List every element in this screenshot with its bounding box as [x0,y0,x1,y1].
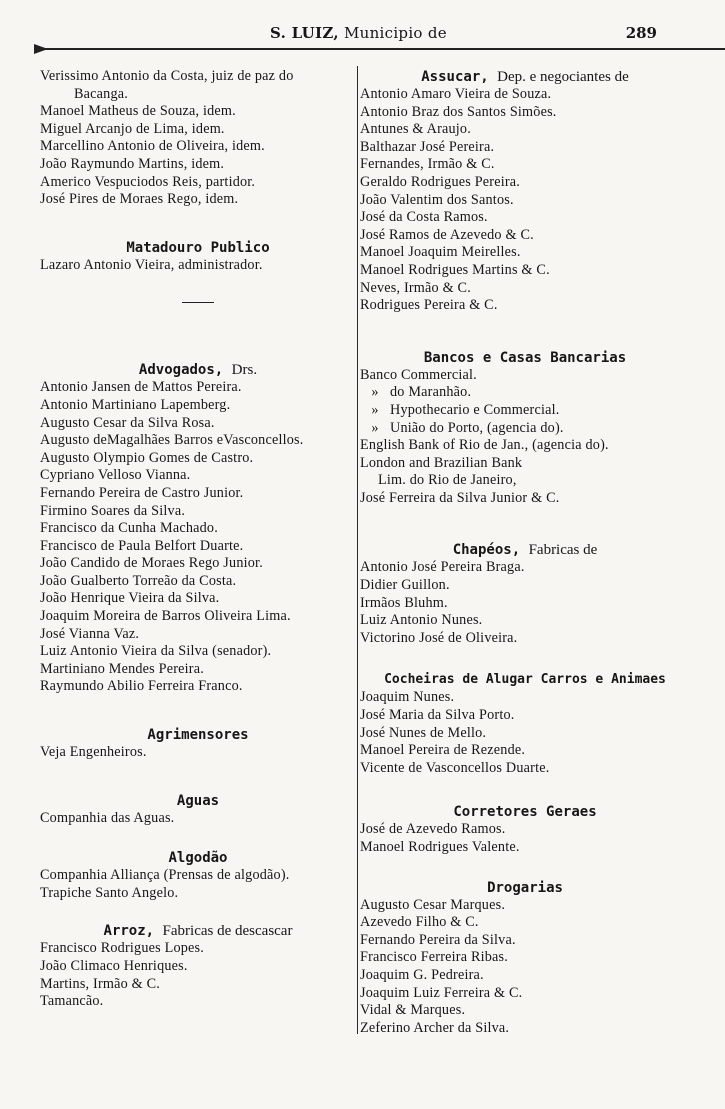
section-heading: Bancos e Casas Bancarias [423,349,627,366]
list-item: Companhia das Aguas. [40,809,175,826]
list-item: London and Brazilian Bank [360,454,523,471]
section-agrimensores [40,726,356,762]
list-item: Antonio Martiniano Lapemberg. [40,396,231,413]
section-heading [40,361,356,379]
list-item: José Pires de Moraes Rego, idem. [40,191,239,208]
section-drogarias [360,879,690,1038]
list-item: Azevedo Filho & C. [360,914,479,931]
list-item: Augusto Cesar da Silva Rosa. [40,414,215,431]
list-item: Vidal & Marques. [360,1002,466,1019]
ditto-mark: » [371,384,379,401]
list-item: Manoel Joaquim Meirelles. [360,244,521,261]
list-item: Manoel Rodrigues Martins & C. [360,261,550,278]
list-item: Miguel Arcanjo de Lima, idem. [40,120,225,137]
section-corretores [360,803,690,856]
list-item: João Valentim dos Santos. [360,191,514,208]
list-item: Joaquim Nunes. [360,689,455,706]
section-heading-rest: Fabricas de [528,542,598,559]
list-item: Joaquim Luiz Ferreira & C. [360,984,523,1001]
list-item: Tamancão. [40,993,104,1010]
list-item: Antonio Amaro Vieira de Souza. [360,86,552,102]
list-item: Martins, Irmão & C. [40,975,161,992]
list-item: Fernando Pereira da Silva. [360,931,516,948]
list-item: Lazaro Antonio Vieira, administrador. [40,256,263,273]
section-heading [360,541,690,559]
list-item: Didier Guillon. [360,577,450,594]
list-item: Lim. do Rio de Janeiro, [378,472,517,489]
section-heading-main: Assucar, [421,69,489,85]
section-bancos [360,349,690,508]
section-algodao [40,849,356,902]
list-item: João Climaco Henriques. [40,958,188,974]
list-item: Manoel Rodrigues Valente. [360,839,520,855]
section-heading [40,922,356,940]
section-heading: Matadouro Publico [126,239,270,256]
list-item-text: União do Porto, (agencia do). [390,419,564,436]
list-item: Marcellino Antonio de Oliveira, idem. [40,138,265,155]
list-item: Antonio Jansen de Mattos Pereira. [40,379,242,396]
right-column [360,68,690,1037]
list-item: João Henrique Vieira da Silva. [40,590,220,607]
section-heading: Drogarias [487,879,563,896]
list-item: Fernando Pereira de Castro Junior. [40,484,244,501]
section-juizes [40,68,356,209]
list-item: Antonio José Pereira Braga. [360,559,525,576]
ditto-mark: » [371,401,379,418]
list-item-text: Hypothecario e Commercial. [390,401,560,418]
header-city: S. LUIZ, [270,24,339,42]
header-rule [36,48,725,50]
list-item [360,402,690,420]
list-item: José Maria da Silva Porto. [360,707,515,724]
list-item: Trapiche Santo Angelo. [40,884,179,901]
list-item: Francisco de Paula Belfort Duarte. [40,537,244,554]
list-item: Luiz Antonio Vieira da Silva (senador). [40,643,272,660]
section-heading: Corretores Geraes [453,804,597,821]
list-item: Zeferino Archer da Silva. [360,1019,510,1036]
list-item: Francisco Rodrigues Lopes. [40,940,204,957]
list-item: Raymundo Abilio Ferreira Franco. [40,678,243,695]
section-assucar [360,68,690,315]
section-heading-rest: Dep. e negociantes de [497,69,629,85]
section-advogados [40,361,356,696]
list-item: Irmãos Bluhm. [360,594,448,611]
list-item: Companhia Alliança (Prensas de algodão). [40,867,290,884]
list-item: Firmino Soares da Silva. [40,502,186,519]
list-item: João Raymundo Martins, idem. [40,155,225,172]
list-item: Balthazar José Pereira. [360,138,495,155]
column-divider [357,66,358,1034]
list-item: Verissimo Antonio da Costa, juiz de paz do [40,68,294,84]
left-column [40,68,356,1011]
section-heading-main: Arroz, [103,923,155,940]
list-item: Veja Engenheiros. [40,744,147,761]
list-item: Augusto deMagalhães Barros eVasconcellos. [40,432,304,449]
list-item: João Candido de Moraes Rego Junior. [40,555,263,572]
section-heading-main: Chapéos, [452,542,521,559]
section-heading-rest: Drs. [231,362,258,379]
list-item: Americo Vespuciodos Reis, partidor. [40,173,256,190]
list-item: José Vianna Vaz. [40,625,140,642]
list-item: Antunes & Araujo. [360,121,471,138]
list-item: Banco Commercial. [360,366,477,383]
list-item: Fernandes, Irmão & C. [360,156,495,173]
list-item: José de Azevedo Ramos. [360,821,506,838]
list-item: João Gualberto Torreão da Costa. [40,572,237,589]
list-item: José da Costa Ramos. [360,209,488,226]
list-item: English Bank of Rio de Jan., (agencia do). [360,437,609,454]
section-chapeos [360,541,690,647]
section-matadouro [40,239,356,304]
section-heading-main: Advogados, [138,362,224,379]
list-item: Vicente de Vasconcellos Duarte. [360,759,550,776]
section-aguas [40,792,356,828]
list-item: Manoel Pereira de Rezende. [360,742,526,759]
list-item: Joaquim Moreira de Barros Oliveira Lima. [40,608,291,625]
list-item: Francisco da Cunha Machado. [40,520,218,537]
list-item: Martiniano Mendes Pereira. [40,660,204,677]
list-item: Neves, Irmão & C. [360,279,471,296]
list-item: José Ramos de Azevedo & C. [360,226,534,243]
section-cocheiras [360,671,690,777]
list-item: José Nunes de Mello. [360,724,487,741]
section-heading: Cocheiras de Alugar Carros e Animaes [384,672,666,688]
list-item: Augusto Cesar Marques. [360,896,506,913]
list-item: Antonio Braz dos Santos Simões. [360,103,557,120]
list-item: Augusto Olympio Gomes de Castro. [40,449,254,466]
list-item: José Ferreira da Silva Junior & C. [360,489,560,506]
header-subtitle: Municipio de [343,24,447,42]
list-item: Cypriano Velloso Vianna. [40,467,191,484]
section-arroz [40,922,356,1010]
ditto-mark: » [371,419,379,436]
list-item: Manoel Matheus de Souza, idem. [40,103,236,120]
page-header [0,24,725,46]
list-item: Joaquim G. Pedreira. [360,966,484,983]
section-heading [360,68,690,86]
list-item: Luiz Antonio Nunes. [360,612,483,629]
section-heading: Algodão [168,850,228,867]
list-item: Rodrigues Pereira & C. [360,297,498,314]
running-title [270,24,447,42]
list-item: Bacanga. [74,85,128,102]
list-item: Francisco Ferreira Ribas. [360,949,509,966]
list-item [360,420,690,438]
section-heading: Aguas [176,792,220,809]
section-heading: Agrimensores [147,727,249,744]
list-item: Victorino José de Oliveira. [360,629,518,646]
list-item [360,384,690,402]
page-number: 289 [625,24,657,42]
list-item-text: do Maranhão. [390,384,472,401]
list-item: Geraldo Rodrigues Pereira. [360,173,521,190]
section-heading-rest: Fabricas de descascar [162,923,293,940]
